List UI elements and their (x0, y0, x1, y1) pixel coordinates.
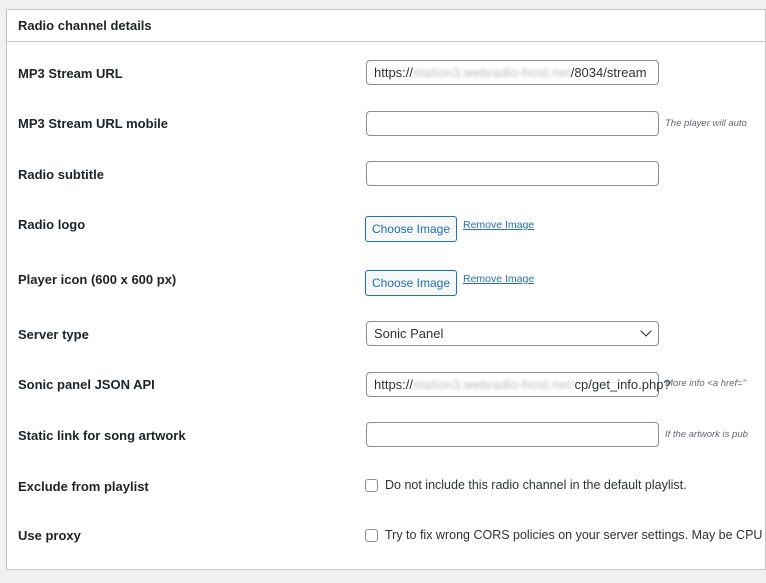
mp3-url-prefix: https:// (374, 65, 414, 80)
mp3-url-suffix: /8034/stream (570, 65, 647, 80)
server-type-selected-value: Sonic Panel (374, 326, 444, 341)
radio-logo-remove-image-link[interactable]: Remove Image (463, 219, 535, 231)
sonic-api-blurred-host: station3.webradio-host.net/ (413, 377, 575, 392)
chevron-down-icon (640, 325, 651, 336)
radio-channel-details-panel (6, 9, 766, 570)
mp3-stream-url-input[interactable] (366, 60, 659, 85)
exclude-from-playlist-label: Exclude from playlist (18, 479, 149, 494)
radio-logo-choose-image-button[interactable]: Choose Image (365, 216, 457, 242)
use-proxy-text: Try to fix wrong CORS policies on your server settings. May be CPU (385, 528, 763, 542)
exclude-from-playlist-checkbox[interactable] (365, 479, 378, 492)
mp3-mobile-hint: The player will auto (665, 118, 747, 129)
radio-logo-label: Radio logo (18, 217, 86, 232)
exclude-from-playlist-text: Do not include this radio channel in the default playlist. (385, 478, 687, 492)
exclude-from-playlist-option (365, 478, 687, 492)
sonic-api-hint: More info <a href=" (665, 378, 747, 389)
panel-title: Radio channel details (18, 18, 152, 33)
server-type-label: Server type (18, 327, 89, 342)
mp3-url-blurred-host: station3.webradio-host.net (413, 65, 571, 80)
player-icon-label: Player icon (600 x 600 px) (18, 272, 177, 287)
player-icon-choose-image-button[interactable]: Choose Image (365, 270, 457, 296)
use-proxy-label: Use proxy (18, 528, 81, 543)
sonic-panel-json-api-label: Sonic panel JSON API (18, 377, 155, 392)
mp3-stream-url-mobile-input[interactable] (366, 111, 659, 136)
server-type-select[interactable] (366, 321, 659, 346)
song-artwork-hint: If the artwork is pub (665, 429, 748, 440)
sonic-panel-json-api-input[interactable] (366, 372, 671, 397)
player-icon-remove-image-link[interactable]: Remove Image (463, 273, 535, 285)
sonic-api-prefix: https:// (374, 377, 414, 392)
mp3-stream-url-label: MP3 Stream URL (18, 66, 123, 81)
song-artwork-label: Static link for song artwork (18, 428, 186, 443)
song-artwork-input[interactable] (366, 422, 659, 447)
mp3-stream-url-mobile-label: MP3 Stream URL mobile (18, 116, 169, 131)
use-proxy-option (365, 528, 762, 542)
panel-header (7, 10, 765, 42)
sonic-api-suffix: cp/get_info.php? (574, 377, 671, 392)
radio-subtitle-input[interactable] (366, 161, 659, 186)
use-proxy-checkbox[interactable] (365, 529, 378, 542)
radio-subtitle-label: Radio subtitle (18, 167, 104, 182)
